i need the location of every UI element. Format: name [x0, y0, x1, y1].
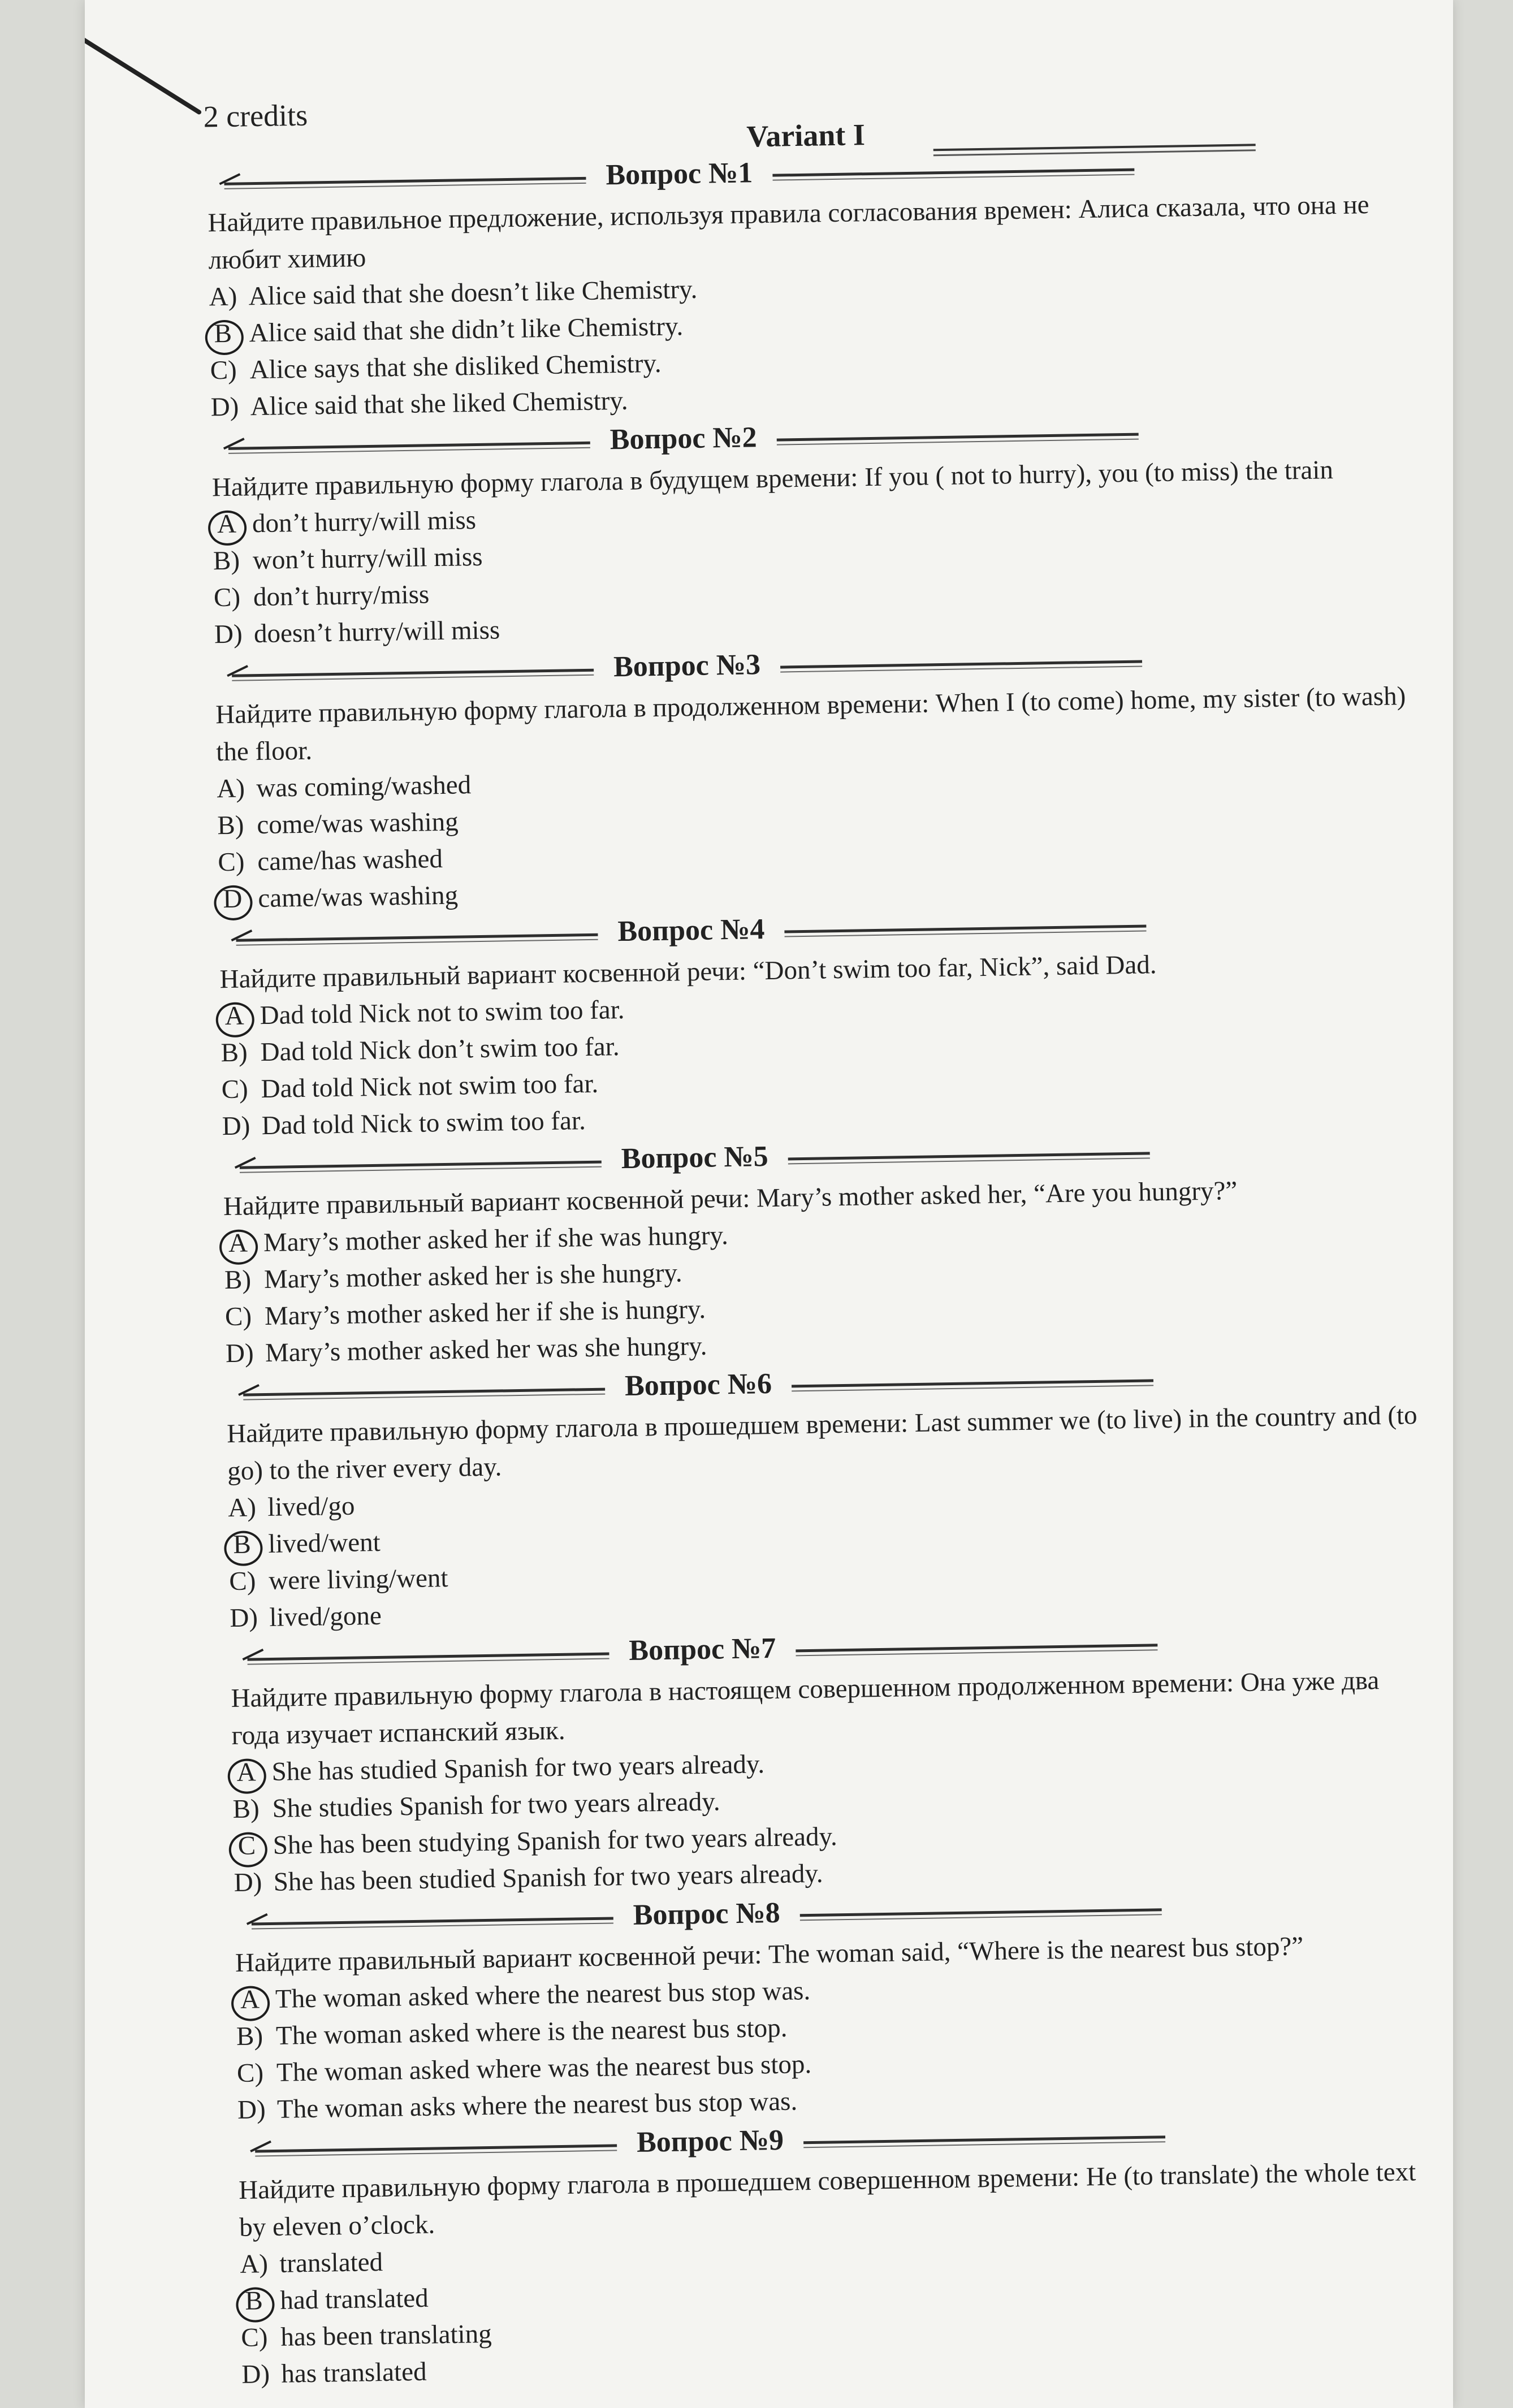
option-text: lived/go	[267, 1491, 355, 1522]
question-block	[238, 2110, 1435, 2393]
option-letter: B)	[213, 546, 240, 576]
question-title: Вопрос №9	[636, 2124, 784, 2159]
question-title: Вопрос №3	[613, 649, 761, 684]
rule-right	[800, 1908, 1162, 1921]
question-title: Вопрос №7	[628, 1632, 776, 1667]
credits-label: 2 credits	[203, 98, 308, 134]
option-letter: A)	[239, 2249, 269, 2279]
question-text: Найдите правильную форму глагола в прошедшем времени: Last summer we (to live) in the country and (to go) to the river every day.	[226, 1400, 1417, 1486]
question-title: Вопрос №8	[633, 1896, 781, 1931]
option-letter: A	[224, 1001, 245, 1031]
rule-right	[772, 168, 1134, 181]
question-list	[207, 142, 1435, 2393]
option-text: The woman asked where the nearest bus stop was.	[275, 1976, 811, 2014]
option-letter: A	[240, 1985, 260, 2014]
option-letter: D)	[225, 1338, 254, 1369]
option-letter: B	[232, 1529, 252, 1559]
option-letter: A	[236, 1757, 257, 1787]
option-text: Mary’s mother asked her if she was hungry.	[263, 1221, 729, 1258]
option-letter: D	[222, 884, 243, 914]
option-text: Alice said that she didn’t like Chemistry.	[249, 312, 684, 348]
option-text: don’t hurry/will miss	[252, 505, 477, 539]
option-text: Mary’s mother asked her was she hungry.	[265, 1331, 707, 1368]
option-text: lived/gone	[269, 1601, 382, 1632]
option-text: She studies Spanish for two years already.	[272, 1787, 720, 1823]
option-letter: B)	[236, 2021, 263, 2051]
rule-right	[796, 1644, 1157, 1656]
option-letter: D)	[222, 1111, 250, 1142]
option-text: lived/went	[267, 1527, 381, 1559]
option-letter: A)	[216, 773, 245, 804]
rule-left	[224, 177, 586, 189]
rule-right	[780, 660, 1142, 673]
paper-sheet	[85, 0, 1453, 2408]
question-block	[230, 1618, 1427, 1901]
option-text: don’t hurry/miss	[253, 580, 430, 612]
option-letter: D)	[237, 2095, 266, 2125]
option-letter: C)	[240, 2323, 268, 2353]
option-letter: A	[217, 509, 237, 539]
rule-right	[803, 2135, 1165, 2148]
pen-stroke-mark	[85, 33, 202, 115]
rule-left	[243, 1388, 605, 1400]
option-text: translated	[279, 2247, 383, 2279]
rule-left	[240, 1161, 602, 1173]
question-title: Вопрос №1	[605, 157, 753, 192]
option-text: has been translating	[280, 2319, 492, 2352]
option-text: Mary’s mother asked her if she is hungry.	[264, 1294, 706, 1331]
question-block	[234, 1883, 1430, 2129]
rule-left	[255, 2144, 617, 2156]
option-letter: B)	[224, 1265, 252, 1295]
option-letter: D)	[241, 2359, 270, 2389]
option-letter: D)	[234, 1867, 262, 1898]
rule-right	[784, 924, 1146, 937]
option-text: Alice says that she disliked Chemistry.	[249, 348, 662, 385]
option-letter: C)	[228, 1566, 256, 1597]
rule-left	[252, 1917, 613, 1929]
option-text: come/was washing	[256, 807, 459, 840]
option-text: Mary’s mother asked her is she hungry.	[263, 1258, 682, 1295]
rule-left	[228, 442, 590, 454]
option-text: had translated	[279, 2283, 429, 2315]
option-letter: D)	[210, 392, 239, 422]
option-text: Dad told Nick not swim too far.	[261, 1069, 599, 1104]
option-text: came/has washed	[257, 844, 443, 877]
option-letter: C)	[224, 1302, 252, 1332]
option-letter: D)	[229, 1603, 258, 1633]
option-text: doesn’t hurry/will miss	[253, 615, 500, 649]
option-letter: A)	[209, 282, 237, 312]
question-title: Вопрос №4	[617, 913, 765, 948]
question-block	[226, 1354, 1423, 1637]
question-text: Найдите правильную форму глагола в продолженном времени: When I (to come) home, my sister (to wash) the floor.	[215, 681, 1406, 767]
option-letter: C)	[213, 582, 241, 613]
option-text: won’t hurry/will miss	[252, 542, 483, 576]
rule-left	[232, 669, 594, 681]
option-text: She has studied Spanish for two years already.	[271, 1749, 765, 1787]
option-letter: C	[237, 1831, 256, 1861]
question-text: Найдите правильный вариант косвенной речи: The woman said, “Where is the nearest bus stop?”	[235, 1931, 1304, 1978]
question-title: Вопрос №5	[621, 1140, 769, 1175]
question-text: Найдите правильное предложение, используя правила согласования времен: Алиса сказала, что она не любит химию	[208, 190, 1369, 275]
option-letter: C)	[210, 355, 237, 386]
rule-right	[788, 1152, 1150, 1164]
question-block	[222, 1126, 1419, 1372]
option-letter: A	[228, 1228, 248, 1259]
page-content	[85, 0, 1453, 2408]
question-title: Вопрос №2	[609, 421, 758, 456]
option-text: The woman asks where the nearest bus stop was.	[276, 2086, 798, 2124]
option-text: has translated	[280, 2357, 427, 2389]
question-title: Вопрос №6	[624, 1367, 772, 1403]
rule-right	[792, 1379, 1153, 1391]
rule-left	[236, 933, 598, 946]
option-text: Dad told Nick not to swim too far.	[260, 995, 625, 1031]
rule-left	[248, 1653, 609, 1665]
variant-title: Variant I	[746, 118, 866, 154]
question-block	[207, 142, 1404, 426]
question-text: Найдите правильный вариант косвенной речи: Mary’s mother asked her, “Are you hungry?”	[223, 1175, 1238, 1222]
option-text: The woman asked where was the nearest bus stop.	[276, 2050, 812, 2087]
option-text: Alice said that she doesn’t like Chemistry.	[248, 274, 698, 312]
option-text: The woman asked where is the nearest bus stop.	[275, 2013, 788, 2051]
question-block	[219, 899, 1415, 1145]
question-text: Найдите правильную форму глагола в прошедшем совершенном времени: He (to translate) the whole text by eleven o’clock.	[238, 2157, 1416, 2242]
rule-right	[777, 433, 1139, 446]
option-text: were living/went	[268, 1563, 448, 1596]
option-letter: B	[244, 2286, 263, 2316]
option-letter: A)	[227, 1493, 257, 1523]
question-block	[215, 634, 1412, 918]
option-letter: B)	[232, 1794, 260, 1825]
question-text: Найдите правильную форму глагола в настоящем совершенном продолженном времени: Она уже два года изучает испанский язык.	[231, 1666, 1380, 1751]
question-text: Найдите правильный вариант косвенной речи: “Don’t swim too far, Nick”, said Dad.	[219, 950, 1157, 995]
option-text: She has been studying Spanish for two years already.	[273, 1822, 838, 1860]
option-letter: C)	[236, 2058, 264, 2088]
option-letter: B)	[217, 810, 244, 841]
option-letter: B	[214, 318, 232, 349]
option-text: was coming/washed	[256, 770, 472, 803]
question-block	[211, 407, 1407, 653]
option-text: Alice said that she liked Chemistry.	[250, 386, 628, 422]
option-letter: C)	[217, 847, 245, 877]
option-letter: D)	[214, 619, 243, 650]
option-text: came/was washing	[257, 880, 459, 914]
option-text: Dad told Nick don’t swim too far.	[260, 1032, 620, 1067]
question-text: Найдите правильную форму глагола в будущем времени: If you ( not to hurry), you (to miss) the train	[211, 455, 1334, 503]
option-letter: B)	[221, 1037, 248, 1068]
option-text: She has been studied Spanish for two years already.	[273, 1858, 823, 1897]
option-text: Dad told Nick to swim too far.	[261, 1106, 586, 1141]
option-letter: C)	[221, 1074, 249, 1105]
